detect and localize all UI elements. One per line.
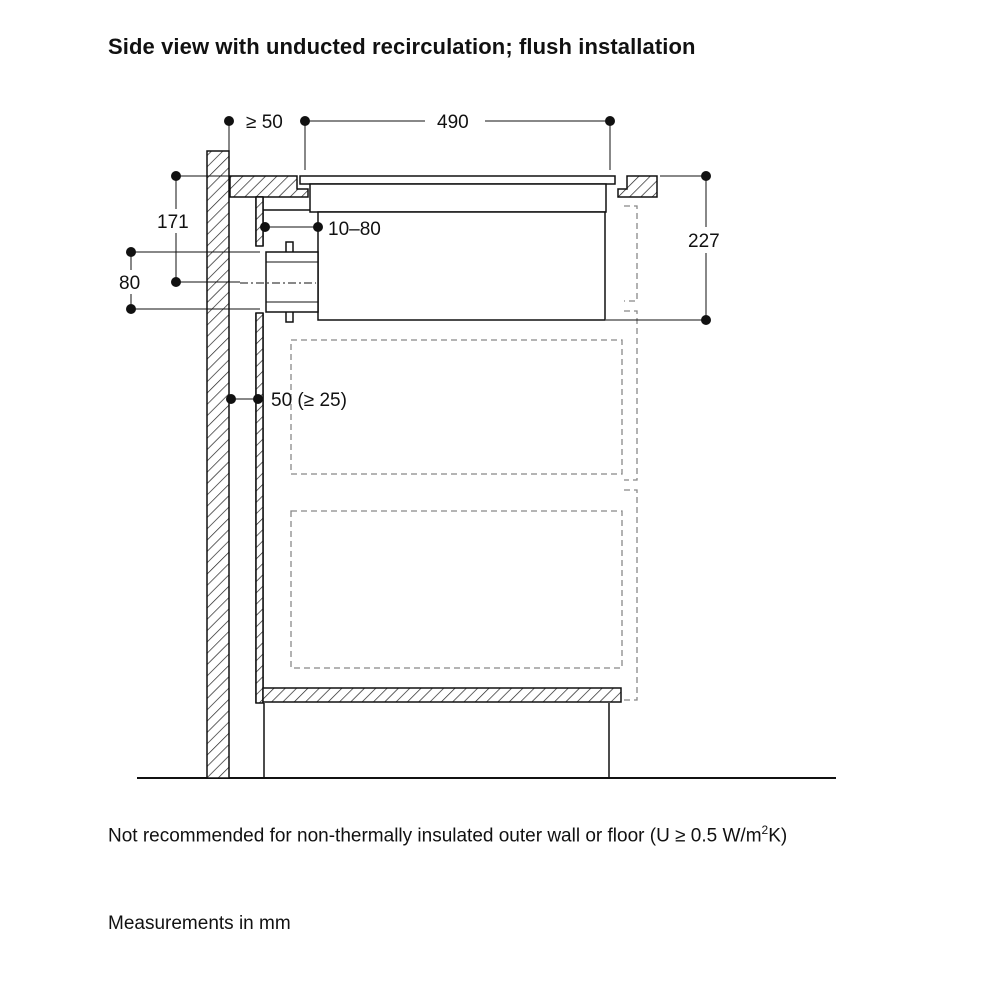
dim-appliance-depth: 227	[688, 231, 720, 252]
cabinet-bottom-shelf	[263, 688, 621, 702]
dim-worktop-to-unit: 171	[157, 212, 189, 233]
cooktop-frame	[310, 184, 606, 212]
dim-duct-height: 80	[119, 273, 141, 294]
dim-wall-clearance: ≥ 50	[246, 112, 283, 133]
cooktop-glass	[300, 176, 615, 184]
diagram-title: Side view with unducted recirculation; flush installation	[108, 34, 696, 59]
back-wall	[207, 151, 229, 778]
dim-gap: 10–80	[328, 219, 381, 240]
worktop	[230, 176, 308, 197]
dim-back-gap: 50 (≥ 25)	[271, 390, 347, 411]
note-text-after: K)	[768, 825, 788, 847]
units-note: Measurements in mm	[108, 913, 291, 934]
cabinet-back-panel-lower	[256, 313, 263, 703]
duct-outlet	[266, 252, 318, 312]
installation-note	[108, 818, 808, 848]
note-text-before: Not recommended for non-thermally insulated outer wall or floor (U ≥ 0.5 W/m	[108, 825, 762, 847]
cabinet-back-panel-upper	[256, 197, 263, 246]
dim-appliance-width: 490	[437, 112, 469, 133]
dim-dot	[224, 116, 234, 126]
worktop-right	[618, 176, 657, 197]
drawer-lower	[291, 511, 622, 668]
cabinet-front-dashed	[624, 206, 637, 700]
note-superscript: 2	[761, 823, 769, 837]
